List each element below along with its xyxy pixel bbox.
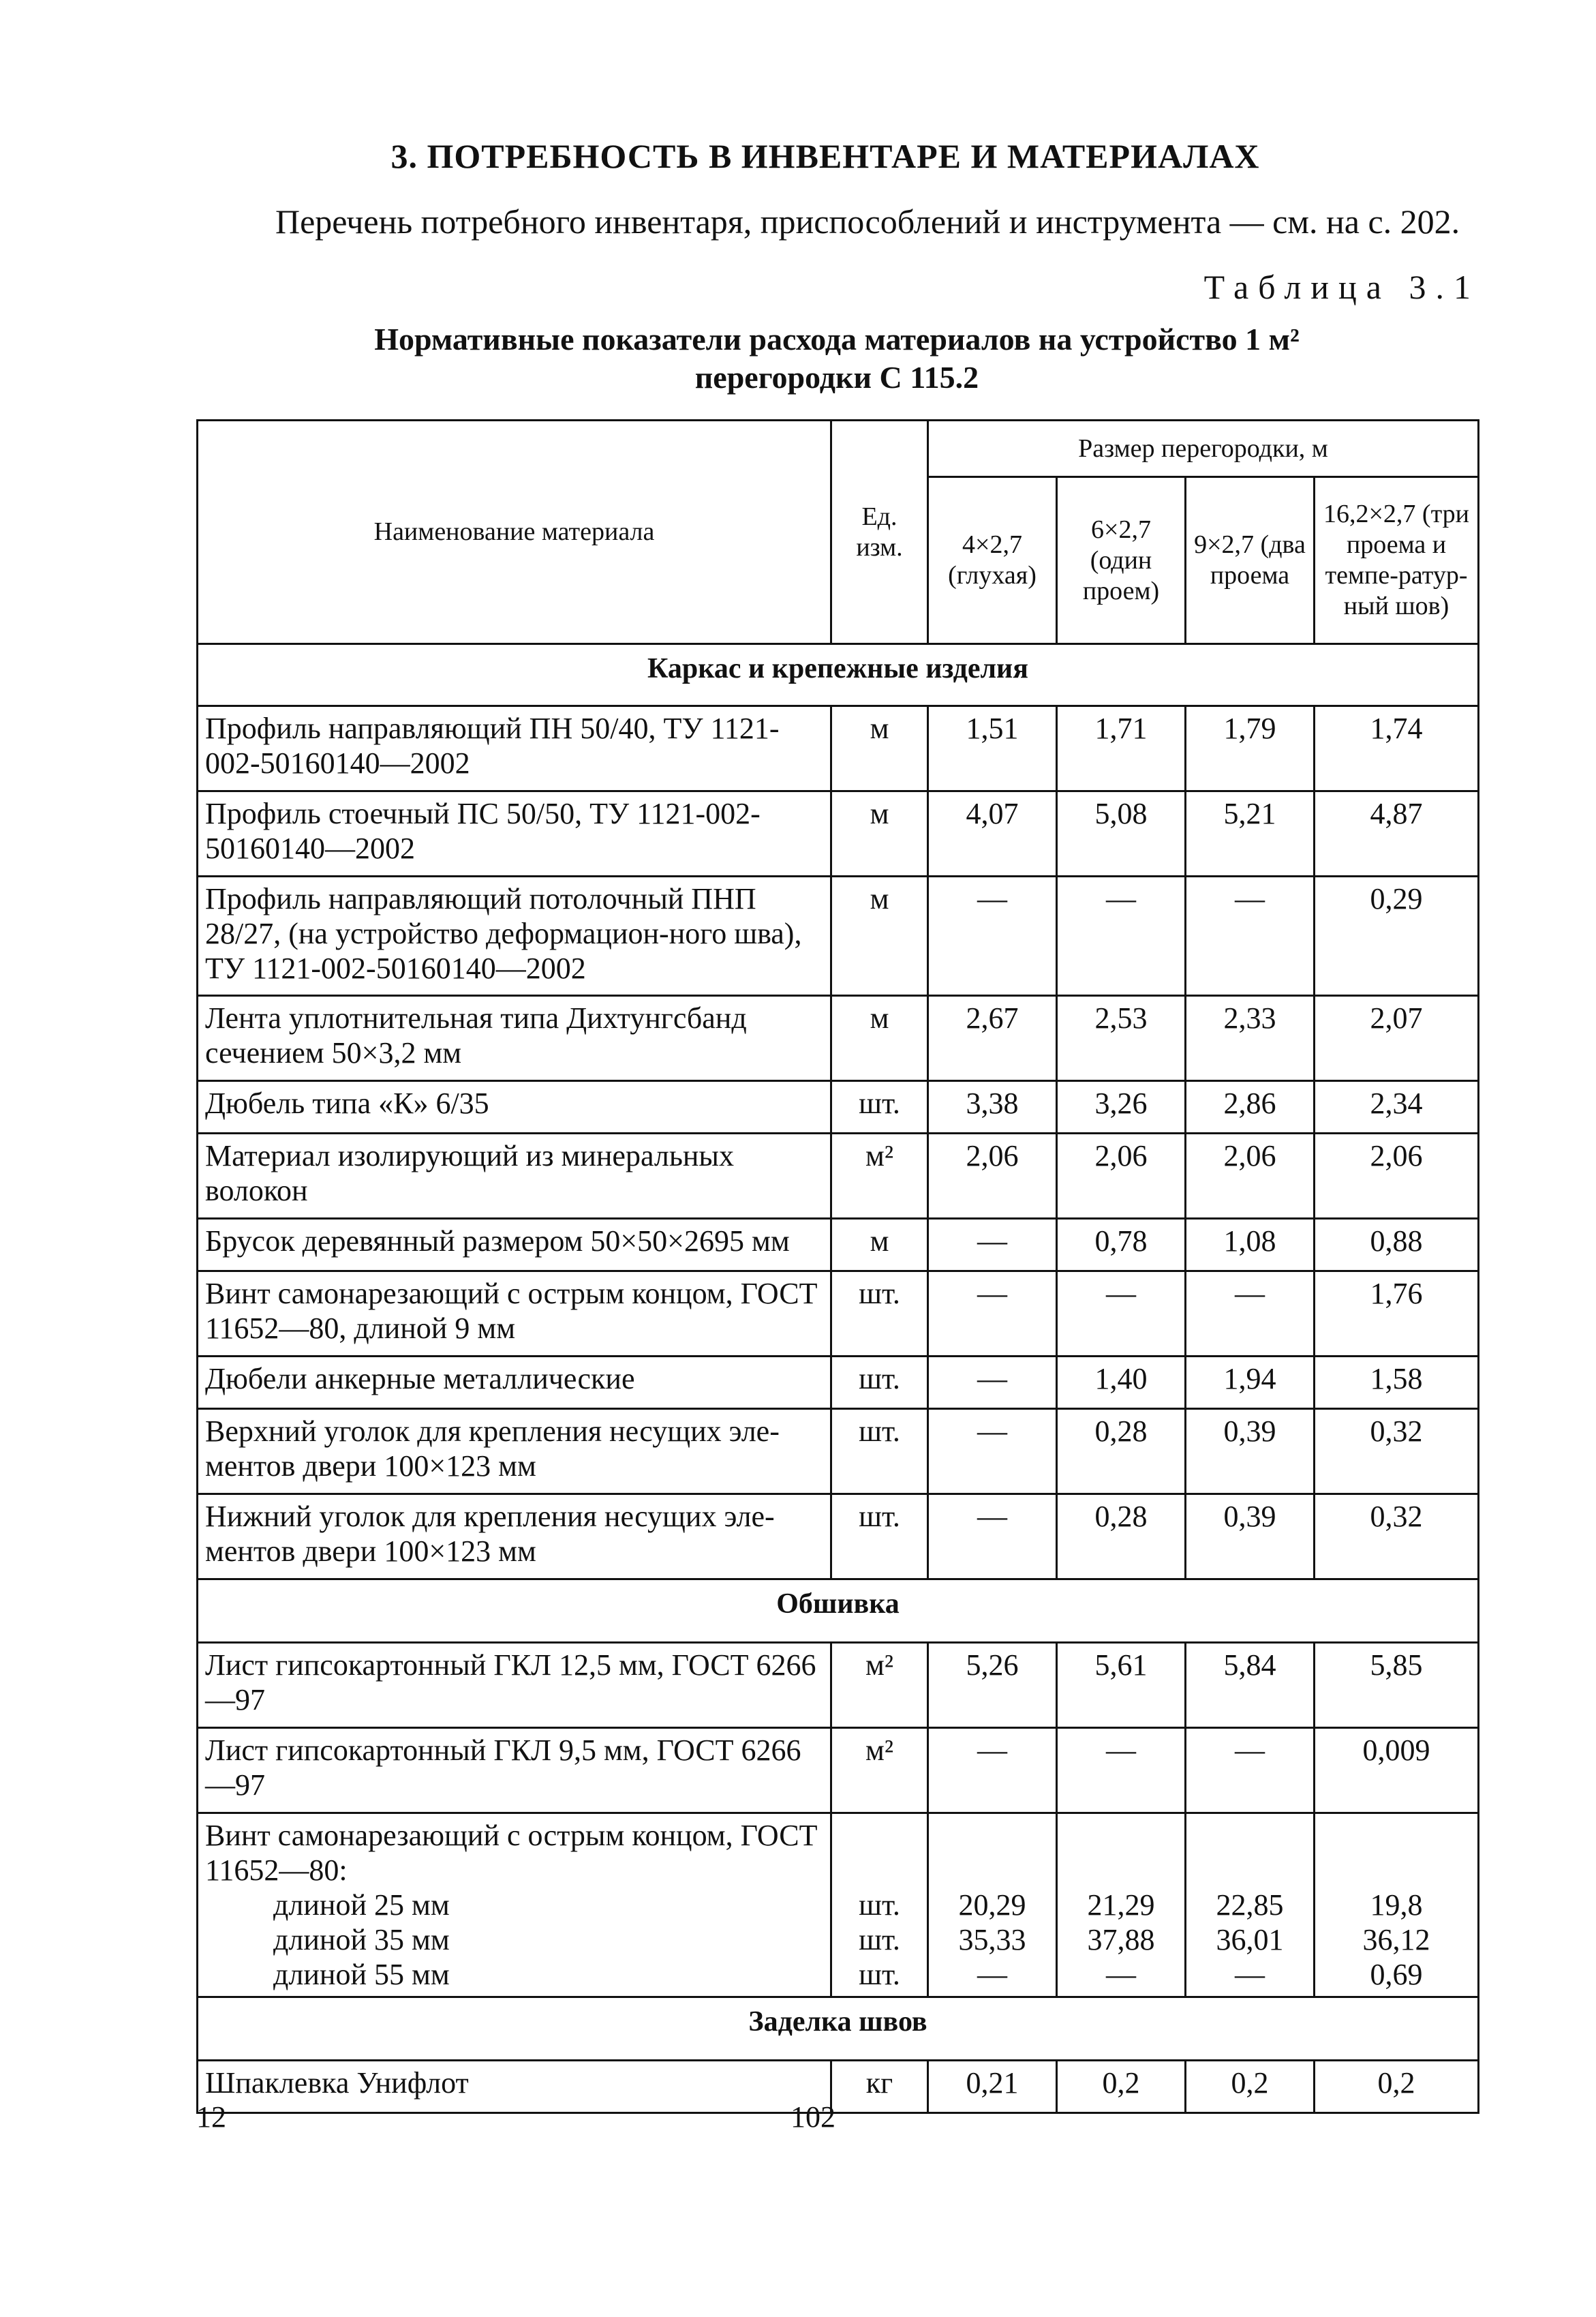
value-line: 36,12 [1362,1923,1430,1956]
value-cell: 2,06 [1057,1134,1186,1219]
materials-table [196,419,1479,2114]
col-header-unit: Ед. изм. [831,421,928,644]
value-cell [1186,1813,1315,1997]
material-name: Профиль стоечный ПС 50/50, ТУ 1121-002-50160140—2002 [198,791,831,877]
value-cell: 5,85 [1315,1643,1479,1728]
value-cell: 0,78 [1057,1219,1186,1271]
value-cell: — [928,1409,1057,1494]
value-cell: 0,2 [1315,2061,1479,2113]
value-line: 0,69 [1370,1958,1423,1991]
intro-text: Перечень потребного инвентаря, приспособлений и инструмента — см. на с. 202. [275,202,1460,241]
value-cell: — [1186,1728,1315,1813]
table-row [198,877,1479,996]
material-name: Винт самонарезающий с острым концом, ГОСТ 11652—80, длиной 9 мм [198,1271,831,1357]
material-name: Дюбели анкерные металлические [198,1357,831,1409]
table-caption [196,320,1477,397]
value-cell: 1,40 [1057,1357,1186,1409]
value-cell: 2,34 [1315,1081,1479,1134]
col-header-size-group: Размер перегородки, м [928,421,1479,477]
value-cell: 2,67 [928,996,1057,1081]
material-name: Лист гипсокартонный ГКЛ 9,5 мм, ГОСТ 6266—97 [198,1728,831,1813]
value-cell: 1,08 [1186,1219,1315,1271]
value-cell [928,1813,1057,1997]
value-line: — [1106,1958,1136,1991]
table-row [198,1494,1479,1579]
value-line: 37,88 [1087,1923,1155,1956]
material-name: Дюбель типа «К» 6/35 [198,1081,831,1134]
material-name: Лист гипсокартонный ГКЛ 12,5 мм, ГОСТ 6266—97 [198,1643,831,1728]
value-cell: 0,29 [1315,877,1479,996]
value-cell: 1,71 [1057,706,1186,791]
section-row [198,644,1479,706]
value-cell: — [1057,1271,1186,1357]
value-cell: 1,79 [1186,706,1315,791]
value-cell: 5,84 [1186,1643,1315,1728]
value-cell: 0,32 [1315,1494,1479,1579]
caption-line-1: Нормативные показатели расхода материалов на устройство 1 м² [374,322,1300,357]
table-label: Таблица 3.1 [1203,268,1480,306]
unit-cell: шт. [831,1409,928,1494]
material-name: Материал изолирующий из минеральных волокон [198,1134,831,1219]
value-cell: 5,61 [1057,1643,1186,1728]
col-header-size-2: 6×2,7 (один проем) [1057,477,1186,644]
value-line: — [977,1958,1007,1991]
value-cell: 0,2 [1057,2061,1186,2113]
unit-cell: кг [831,2061,928,2113]
unit-line: шт. [859,1888,900,1922]
value-cell: — [1057,877,1186,996]
value-line: 36,01 [1216,1923,1284,1956]
material-name: Шпаклевка Унифлот [198,2061,831,2113]
table-row [198,791,1479,877]
value-cell: 0,21 [928,2061,1057,2113]
value-cell: 3,26 [1057,1081,1186,1134]
page-number: 102 [791,2100,835,2134]
screw-length-label: длиной 25 мм [273,1888,450,1922]
value-cell: 2,06 [928,1134,1057,1219]
unit-cell: м [831,996,928,1081]
value-cell: — [1057,1728,1186,1813]
screw-title: Винт самонарезающий с острым концом, ГОСТ 11652—80: [205,1819,818,1887]
value-cell: — [928,1494,1057,1579]
value-cell: — [1186,877,1315,996]
value-cell: 2,06 [1186,1134,1315,1219]
header-row-1 [198,421,1479,477]
value-cell: 2,53 [1057,996,1186,1081]
unit-cell: м [831,877,928,996]
table-row [198,1409,1479,1494]
value-cell: 0,28 [1057,1494,1186,1579]
material-name [198,1813,831,1997]
value-cell: 2,33 [1186,996,1315,1081]
material-name: Профиль направляющий потолочный ПНП 28/27, (на устройство деформацион-ного шва), ТУ 1121-002-50160140—2002 [198,877,831,996]
value-cell: — [1186,1271,1315,1357]
section-number: 3. [390,137,418,175]
unit-cell: шт. [831,1494,928,1579]
table-row [198,1357,1479,1409]
value-cell: 1,76 [1315,1271,1479,1357]
material-name: Лента уплотнительная типа Дихтунгсбанд сечением 50×3,2 мм [198,996,831,1081]
value-cell: 1,58 [1315,1357,1479,1409]
section-title: Обшивка [198,1579,1479,1643]
section-title: Каркас и крепежные изделия [198,644,1479,706]
value-cell: 0,32 [1315,1409,1479,1494]
unit-cell: м² [831,1643,928,1728]
material-name: Нижний уголок для крепления несущих эле-ментов двери 100×123 мм [198,1494,831,1579]
value-cell [1315,1813,1479,1997]
value-cell: 1,74 [1315,706,1479,791]
value-cell: 5,21 [1186,791,1315,877]
value-cell: 0,28 [1057,1409,1186,1494]
table-row [198,996,1479,1081]
value-line: 21,29 [1087,1888,1155,1922]
value-cell: — [928,877,1057,996]
table-row [198,1219,1479,1271]
unit-cell: шт. [831,1271,928,1357]
value-line: — [1235,1958,1265,1991]
value-cell: 4,87 [1315,791,1479,877]
value-line: 22,85 [1216,1888,1284,1922]
material-name: Брусок деревянный размером 50×50×2695 мм [198,1219,831,1271]
value-cell: — [928,1357,1057,1409]
value-cell: — [928,1728,1057,1813]
unit-cell: м [831,1219,928,1271]
table-row [198,1134,1479,1219]
value-cell: 1,94 [1186,1357,1315,1409]
value-cell: 5,08 [1057,791,1186,877]
material-name: Верхний уголок для крепления несущих эле-ментов двери 100×123 мм [198,1409,831,1494]
value-line: 19,8 [1370,1888,1423,1922]
unit-cell: м [831,791,928,877]
caption-line-2: перегородки С 115.2 [694,360,979,395]
table-row [198,1643,1479,1728]
unit-cell: шт. [831,1357,928,1409]
value-cell: 3,38 [928,1081,1057,1134]
section-title: Заделка швов [198,1997,1479,2061]
value-cell: 0,39 [1186,1409,1315,1494]
table-row [198,706,1479,791]
value-line: 20,29 [958,1888,1026,1922]
value-line: 35,33 [958,1923,1026,1956]
value-cell: 2,06 [1315,1134,1479,1219]
table-row [198,2061,1479,2113]
value-cell: 4,07 [928,791,1057,877]
value-cell: 1,51 [928,706,1057,791]
value-cell: 0,39 [1186,1494,1315,1579]
section-row [198,1997,1479,2061]
col-header-size-1: 4×2,7 (глухая) [928,477,1057,644]
section-row [198,1579,1479,1643]
value-cell: 2,07 [1315,996,1479,1081]
table-row [198,1271,1479,1357]
unit-line: шт. [859,1958,900,1991]
value-cell: 5,26 [928,1643,1057,1728]
footer-left-number: 12 [196,2100,226,2134]
value-cell: 2,86 [1186,1081,1315,1134]
material-name: Профиль направляющий ПН 50/40, ТУ 1121-002-50160140—2002 [198,706,831,791]
screw-length-label: длиной 35 мм [273,1923,450,1956]
col-header-size-4: 16,2×2,7 (три проема и темпе-ратур-ный шов) [1315,477,1479,644]
section-heading [0,136,1596,176]
table-row [198,1081,1479,1134]
value-cell: 0,2 [1186,2061,1315,2113]
unit-cell: м² [831,1728,928,1813]
value-cell: — [928,1271,1057,1357]
unit-line: шт. [859,1923,900,1956]
section-title: ПОТРЕБНОСТЬ В ИНВЕНТАРЕ И МАТЕРИАЛАХ [427,137,1260,175]
value-cell: — [928,1219,1057,1271]
value-cell [1057,1813,1186,1997]
unit-cell: м² [831,1134,928,1219]
unit-cell: м [831,706,928,791]
value-cell: 0,009 [1315,1728,1479,1813]
col-header-name: Наименование материала [198,421,831,644]
table-row [198,1728,1479,1813]
unit-cell: шт. [831,1081,928,1134]
col-header-size-3: 9×2,7 (два проема [1186,477,1315,644]
table-row-screws [198,1813,1479,1997]
unit-cell [831,1813,928,1997]
screw-length-label: длиной 55 мм [273,1958,450,1991]
value-cell: 0,88 [1315,1219,1479,1271]
